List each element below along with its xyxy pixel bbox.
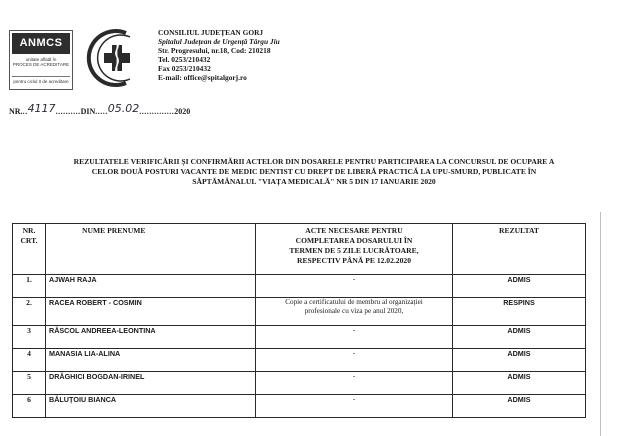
- row-name: AJWAH RAJA: [46, 275, 256, 298]
- anmcs-logo-line1: unitate aflată în: [25, 57, 57, 62]
- header-acte-line2: COMPLETAREA DOSARULUI ÎN: [295, 236, 413, 245]
- row-name: MANASIA LIA-ALINA: [46, 349, 256, 372]
- row-acte: [256, 298, 453, 326]
- row-acte-line1: -: [352, 275, 356, 283]
- row-nr: 5: [13, 372, 46, 395]
- row-nr: 1.: [13, 275, 46, 298]
- header-nr-line2: CRT.: [20, 236, 38, 245]
- row-result: ADMIS: [453, 349, 586, 372]
- institution-header: [158, 28, 378, 82]
- row-result: ADMIS: [453, 275, 586, 298]
- row-name: DRĂGHICI BOGDAN-IRINEL: [46, 372, 256, 395]
- header-acte-line1: ACTE NECESARE PENTRU: [305, 226, 403, 235]
- row-acte-line1: Copie a certificatului de membru al organizației: [285, 298, 423, 306]
- nr-label: NR.: [9, 107, 23, 116]
- hospital-emblem-icon: [86, 27, 148, 89]
- row-result: RESPINS: [453, 298, 586, 326]
- title-line2: CELOR DOUĂ POSTURI VACANTE DE MEDIC DENTIST CU DREPT DE LIBERĂ PRACTICĂ LA UPU-SMURD, PUBLICATE ÎN: [91, 167, 537, 176]
- row-acte-line2: profesionale cu viza pe anul 2020,: [304, 307, 404, 315]
- row-nr: 3: [13, 326, 46, 349]
- scan-edge-line: [600, 212, 601, 436]
- row-result: ADMIS: [453, 372, 586, 395]
- row-result: ADMIS: [453, 326, 586, 349]
- row-nr: 2.: [13, 298, 46, 326]
- row-acte: [256, 395, 453, 418]
- header-acte: [256, 224, 453, 275]
- title-line3: SĂPTĂMÂNALUL "VIAȚA MEDICALĂ" NR 5 DIN 17 IANUARIE 2020: [192, 177, 436, 186]
- row-acte-line1: -: [352, 395, 356, 403]
- row-name: BĂLUȚOIU BIANCA: [46, 395, 256, 418]
- row-acte-line1: -: [352, 372, 356, 380]
- row-acte: [256, 275, 453, 298]
- registration-number: 4117: [27, 102, 56, 115]
- row-acte-line1: -: [352, 326, 356, 334]
- header-nr-line1: NR.: [22, 226, 36, 235]
- row-result: ADMIS: [453, 395, 586, 418]
- header-acte-line4: RESPECTIV PÂNĂ PE 12.02.2020: [297, 256, 411, 265]
- title-line1: REZULTATELE VERIFICĂRII ȘI CONFIRMĂRII ACTELOR DIN DOSARELE PENTRU PARTICIPAREA LA CONCURSUL DE OCUPARE A: [73, 157, 555, 166]
- row-nr: 6: [13, 395, 46, 418]
- table-header-row: [13, 224, 586, 275]
- anmcs-logo-line2: PROCES DE ACREDITARE: [12, 62, 70, 67]
- hospital-tel: Tel. 0253/210432: [158, 55, 211, 64]
- registration-line: NR...4117..........DIN.....05.02..............2020: [9, 102, 191, 116]
- header-name: NUME PRENUME: [46, 224, 256, 275]
- registration-year: 2020: [174, 107, 191, 116]
- hospital-name: Spitalul Județean de Urgență Târgu Jiu: [158, 37, 280, 46]
- registration-date: 05.02: [107, 102, 140, 115]
- header-result: REZULTAT: [453, 224, 586, 275]
- row-acte: [256, 349, 453, 372]
- row-acte: [256, 326, 453, 349]
- hospital-email: E-mail: office@spitalgorj.ro: [158, 73, 247, 82]
- table-row: [13, 395, 586, 418]
- row-acte-line1: -: [352, 349, 356, 357]
- header-acte-line3: TERMEN DE 5 ZILE LUCRĂTOARE,: [289, 246, 419, 255]
- table-row: [13, 326, 586, 349]
- anmcs-logo-name: ANMCS: [12, 33, 70, 54]
- row-acte: [256, 372, 453, 395]
- row-name: RĂSCOL ANDREEA-LEONTINA: [46, 326, 256, 349]
- row-name: RACEA ROBERT - COSMIN: [46, 298, 256, 326]
- table-row: [13, 275, 586, 298]
- row-nr: 4: [13, 349, 46, 372]
- hospital-fax: Fax 0253/210432: [158, 64, 211, 73]
- council-name: CONSILIUL JUDEȚEAN GORJ: [158, 28, 264, 37]
- anmcs-logo-line4: pentru ciclul II de acreditare: [12, 76, 70, 84]
- document-title: [12, 157, 616, 187]
- din-label: DIN: [80, 107, 96, 116]
- table-row: [13, 372, 586, 395]
- table-row: [13, 298, 586, 326]
- table-row: [13, 349, 586, 372]
- results-table: [12, 223, 586, 418]
- header-nr: [13, 224, 46, 275]
- anmcs-logo: [9, 30, 73, 90]
- hospital-address: Str. Progresului, nr.18, Cod: 210218: [158, 46, 271, 55]
